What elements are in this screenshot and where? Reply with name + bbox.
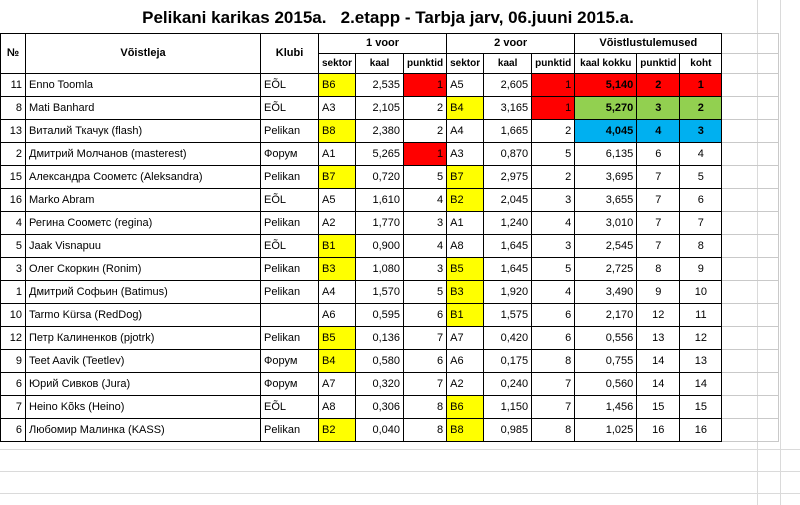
cell-weight1[interactable]: 1,570 [356,281,404,304]
cell-points1[interactable]: 8 [404,396,447,419]
cell-competitor[interactable]: Mati Banhard [26,97,261,120]
cell-competitor[interactable]: Петр Калиненков (pjotrk) [26,327,261,350]
cell-no[interactable]: 15 [1,166,26,189]
cell-club[interactable]: Pelikan [261,212,319,235]
cell-no[interactable]: 8 [1,97,26,120]
cell-no[interactable]: 10 [1,304,26,327]
cell-total-points[interactable]: 16 [637,419,680,442]
header-total-points[interactable]: punktid [637,54,680,74]
cell-weight2[interactable]: 1,920 [484,281,532,304]
cell-sector1[interactable]: B7 [319,166,356,189]
cell-sector2[interactable]: A7 [447,327,484,350]
cell-total-points[interactable]: 8 [637,258,680,281]
cell-sector2[interactable]: B4 [447,97,484,120]
cell-points2[interactable]: 1 [532,74,575,97]
cell-competitor[interactable]: Юрий Сивков (Jura) [26,373,261,396]
cell-competitor[interactable]: Tarmo Kürsa (RedDog) [26,304,261,327]
cell-points1[interactable]: 2 [404,120,447,143]
cell-place[interactable]: 5 [680,166,722,189]
header-results[interactable]: Võistlustulemused [575,34,722,54]
empty-cell[interactable] [722,350,779,373]
cell-points1[interactable]: 3 [404,258,447,281]
cell-place[interactable]: 10 [680,281,722,304]
cell-club[interactable]: Форум [261,373,319,396]
header-total-weight[interactable]: kaal kokku [575,54,637,74]
header-points2[interactable]: punktid [532,54,575,74]
table-row [1,327,779,350]
cell-weight2[interactable]: 0,420 [484,327,532,350]
cell-sector2[interactable]: B1 [447,304,484,327]
cell-points1[interactable]: 5 [404,166,447,189]
table-row [1,419,779,442]
empty-cell[interactable] [722,327,779,350]
empty-cell[interactable] [722,74,779,97]
cell-total-points[interactable]: 3 [637,97,680,120]
cell-weight1[interactable]: 0,136 [356,327,404,350]
cell-sector2[interactable]: B6 [447,396,484,419]
cell-sector2[interactable]: B7 [447,166,484,189]
cell-club[interactable]: Pelikan [261,327,319,350]
cell-club[interactable]: Pelikan [261,166,319,189]
cell-sector1[interactable]: B1 [319,235,356,258]
cell-sector2[interactable]: A3 [447,143,484,166]
cell-sector2[interactable]: A2 [447,373,484,396]
cell-points2[interactable]: 4 [532,281,575,304]
header-round1[interactable]: 1 voor [319,34,447,54]
header-no[interactable]: № [1,34,26,74]
cell-weight1[interactable]: 0,306 [356,396,404,419]
cell-place[interactable]: 1 [680,74,722,97]
cell-total-weight[interactable]: 0,755 [575,350,637,373]
cell-weight2[interactable]: 1,575 [484,304,532,327]
cell-points1[interactable]: 5 [404,281,447,304]
cell-weight2[interactable]: 2,045 [484,189,532,212]
table-row [1,304,779,327]
cell-total-weight[interactable]: 3,010 [575,212,637,235]
cell-club[interactable]: EÕL [261,97,319,120]
cell-weight2[interactable]: 1,150 [484,396,532,419]
table-row [1,120,779,143]
cell-sector2[interactable]: B8 [447,419,484,442]
cell-sector1[interactable]: B5 [319,327,356,350]
cell-sector2[interactable]: B3 [447,281,484,304]
cell-total-weight[interactable]: 3,695 [575,166,637,189]
cell-no[interactable]: 3 [1,258,26,281]
cell-club[interactable]: EÕL [261,74,319,97]
cell-place[interactable]: 9 [680,258,722,281]
cell-competitor[interactable]: Любомир Малинка (KASS) [26,419,261,442]
empty-cell[interactable] [722,258,779,281]
cell-no[interactable]: 13 [1,120,26,143]
empty-cell[interactable] [722,373,779,396]
cell-sector2[interactable]: B5 [447,258,484,281]
empty-cell[interactable] [722,304,779,327]
cell-no[interactable]: 1 [1,281,26,304]
header-place[interactable]: koht [680,54,722,74]
sheet-title: Pelikani karikas 2015a. 2.etapp - Tarbja jarv, 06.juuni 2015.a. [142,8,634,27]
empty-cell[interactable] [722,97,779,120]
cell-points2[interactable]: 7 [532,373,575,396]
cell-competitor[interactable]: Enno Toomla [26,74,261,97]
cell-sector1[interactable]: A3 [319,97,356,120]
header-weight1[interactable]: kaal [356,54,404,74]
cell-place[interactable]: 6 [680,189,722,212]
cell-club[interactable]: EÕL [261,235,319,258]
cell-weight1[interactable]: 0,720 [356,166,404,189]
cell-competitor[interactable]: Дмитрий Софьин (Batimus) [26,281,261,304]
cell-place[interactable]: 13 [680,350,722,373]
cell-total-weight[interactable]: 1,025 [575,419,637,442]
cell-weight2[interactable]: 2,605 [484,74,532,97]
cell-no[interactable]: 6 [1,373,26,396]
cell-place[interactable]: 12 [680,327,722,350]
cell-place[interactable]: 11 [680,304,722,327]
empty-cell[interactable] [722,189,779,212]
empty-cell[interactable] [722,166,779,189]
cell-sector1[interactable]: B3 [319,258,356,281]
cell-club[interactable]: Pelikan [261,281,319,304]
cell-sector2[interactable]: A1 [447,212,484,235]
table-row [1,212,779,235]
cell-total-points[interactable]: 12 [637,304,680,327]
cell-sector1[interactable]: B6 [319,74,356,97]
cell-weight1[interactable]: 1,770 [356,212,404,235]
cell-sector1[interactable]: A6 [319,304,356,327]
cell-total-weight[interactable]: 4,045 [575,120,637,143]
cell-place[interactable]: 7 [680,212,722,235]
cell-weight1[interactable]: 0,900 [356,235,404,258]
cell-sector1[interactable]: A2 [319,212,356,235]
cell-weight1[interactable]: 0,595 [356,304,404,327]
header-round2[interactable]: 2 voor [447,34,575,54]
cell-points2[interactable]: 3 [532,189,575,212]
cell-points1[interactable]: 1 [404,74,447,97]
cell-club[interactable]: Форум [261,143,319,166]
header-weight2[interactable]: kaal [484,54,532,74]
cell-total-weight[interactable]: 5,140 [575,74,637,97]
cell-competitor[interactable]: Jaak Visnapuu [26,235,261,258]
cell-weight1[interactable]: 2,380 [356,120,404,143]
cell-total-weight[interactable]: 3,490 [575,281,637,304]
cell-sector1[interactable]: A1 [319,143,356,166]
table-row [1,189,779,212]
cell-weight2[interactable]: 1,665 [484,120,532,143]
cell-total-points[interactable]: 2 [637,74,680,97]
cell-points2[interactable]: 8 [532,419,575,442]
cell-club[interactable]: EÕL [261,189,319,212]
header-row-1 [1,34,779,54]
cell-place[interactable]: 14 [680,373,722,396]
empty-cell[interactable] [722,281,779,304]
cell-points2[interactable]: 2 [532,166,575,189]
table-row [1,166,779,189]
cell-weight1[interactable]: 2,105 [356,97,404,120]
cell-place[interactable]: 4 [680,143,722,166]
cell-no[interactable]: 5 [1,235,26,258]
header-club[interactable]: Klubi [261,34,319,74]
cell-points2[interactable]: 6 [532,327,575,350]
cell-competitor[interactable]: Marko Abram [26,189,261,212]
cell-total-weight[interactable]: 1,456 [575,396,637,419]
table-row [1,97,779,120]
cell-sector1[interactable]: B4 [319,350,356,373]
empty-cell[interactable] [722,143,779,166]
cell-place[interactable]: 8 [680,235,722,258]
cell-total-points[interactable]: 14 [637,350,680,373]
cell-points1[interactable]: 7 [404,373,447,396]
table-row [1,373,779,396]
cell-sector1[interactable]: B8 [319,120,356,143]
cell-place[interactable]: 2 [680,97,722,120]
cell-weight2[interactable]: 1,240 [484,212,532,235]
cell-competitor[interactable]: Регина Соометс (regina) [26,212,261,235]
cell-weight2[interactable]: 0,870 [484,143,532,166]
cell-sector1[interactable]: A8 [319,396,356,419]
cell-no[interactable]: 4 [1,212,26,235]
header-sector2[interactable]: sektor [447,54,484,74]
cell-total-weight[interactable]: 3,655 [575,189,637,212]
cell-club[interactable] [261,304,319,327]
header-points1[interactable]: punktid [404,54,447,74]
cell-club[interactable]: Pelikan [261,120,319,143]
cell-points2[interactable]: 4 [532,212,575,235]
cell-weight1[interactable]: 0,320 [356,373,404,396]
cell-weight2[interactable]: 0,240 [484,373,532,396]
cell-no[interactable]: 2 [1,143,26,166]
cell-points2[interactable]: 5 [532,143,575,166]
cell-points2[interactable]: 7 [532,396,575,419]
cell-no[interactable]: 6 [1,419,26,442]
table-row [1,396,779,419]
cell-club[interactable]: Форум [261,350,319,373]
table-row [1,258,779,281]
table-row [1,281,779,304]
cell-sector1[interactable]: A5 [319,189,356,212]
cell-points1[interactable]: 7 [404,327,447,350]
empty-cell[interactable] [722,54,779,74]
cell-weight1[interactable]: 2,535 [356,74,404,97]
cell-points1[interactable]: 4 [404,189,447,212]
cell-total-points[interactable]: 6 [637,143,680,166]
cell-points2[interactable]: 5 [532,258,575,281]
empty-cell[interactable] [722,212,779,235]
cell-competitor[interactable]: Teet Aavik (Teetlev) [26,350,261,373]
empty-cell[interactable] [722,396,779,419]
cell-sector2[interactable]: A5 [447,74,484,97]
cell-points2[interactable]: 1 [532,97,575,120]
cell-total-points[interactable]: 7 [637,235,680,258]
cell-total-weight[interactable]: 2,725 [575,258,637,281]
table-row [1,143,779,166]
cell-weight2[interactable]: 2,975 [484,166,532,189]
cell-sector2[interactable]: B2 [447,189,484,212]
cell-competitor[interactable]: Heino Kõks (Heino) [26,396,261,419]
empty-cell[interactable] [722,235,779,258]
cell-club[interactable]: EÕL [261,396,319,419]
cell-total-points[interactable]: 9 [637,281,680,304]
cell-sector1[interactable]: B2 [319,419,356,442]
cell-no[interactable]: 12 [1,327,26,350]
cell-total-points[interactable]: 7 [637,189,680,212]
cell-sector1[interactable]: A7 [319,373,356,396]
empty-cell[interactable] [722,419,779,442]
table-row [1,350,779,373]
cell-points2[interactable]: 3 [532,235,575,258]
cell-competitor[interactable]: Олег Скоркин (Ronim) [26,258,261,281]
cell-weight1[interactable]: 0,040 [356,419,404,442]
cell-points1[interactable]: 2 [404,97,447,120]
cell-total-weight[interactable]: 0,556 [575,327,637,350]
cell-weight1[interactable]: 0,580 [356,350,404,373]
results-table [0,33,779,442]
cell-points1[interactable]: 6 [404,350,447,373]
cell-weight1[interactable]: 1,080 [356,258,404,281]
header-sector1[interactable]: sektor [319,54,356,74]
cell-total-points[interactable]: 7 [637,212,680,235]
cell-weight2[interactable]: 0,175 [484,350,532,373]
empty-cell[interactable] [722,120,779,143]
empty-cell[interactable] [722,34,779,54]
cell-sector2[interactable]: A6 [447,350,484,373]
cell-club[interactable]: Pelikan [261,419,319,442]
cell-points2[interactable]: 2 [532,120,575,143]
cell-total-points[interactable]: 14 [637,373,680,396]
cell-sector2[interactable]: A8 [447,235,484,258]
cell-sector2[interactable]: A4 [447,120,484,143]
cell-total-weight[interactable]: 6,135 [575,143,637,166]
cell-competitor[interactable]: Виталий Ткачук (flash) [26,120,261,143]
cell-sector1[interactable]: A4 [319,281,356,304]
header-competitor[interactable]: Võistleja [26,34,261,74]
cell-weight2[interactable]: 0,985 [484,419,532,442]
cell-no[interactable]: 7 [1,396,26,419]
cell-place[interactable]: 3 [680,120,722,143]
cell-weight2[interactable]: 1,645 [484,235,532,258]
table-row [1,235,779,258]
cell-no[interactable]: 9 [1,350,26,373]
cell-weight1[interactable]: 1,610 [356,189,404,212]
cell-weight2[interactable]: 1,645 [484,258,532,281]
cell-total-points[interactable]: 15 [637,396,680,419]
cell-weight2[interactable]: 3,165 [484,97,532,120]
cell-place[interactable]: 16 [680,419,722,442]
cell-points2[interactable]: 6 [532,304,575,327]
cell-competitor[interactable]: Дмитрий Молчанов (masterest) [26,143,261,166]
cell-points1[interactable]: 8 [404,419,447,442]
cell-no[interactable]: 11 [1,74,26,97]
cell-competitor[interactable]: Александра Соометс (Aleksandra) [26,166,261,189]
cell-points1[interactable]: 6 [404,304,447,327]
cell-points1[interactable]: 3 [404,212,447,235]
cell-total-points[interactable]: 7 [637,166,680,189]
cell-points1[interactable]: 4 [404,235,447,258]
cell-total-weight[interactable]: 0,560 [575,373,637,396]
cell-total-points[interactable]: 4 [637,120,680,143]
table-row [1,74,779,97]
cell-weight1[interactable]: 5,265 [356,143,404,166]
cell-no[interactable]: 16 [1,189,26,212]
cell-points1[interactable]: 1 [404,143,447,166]
cell-place[interactable]: 15 [680,396,722,419]
cell-points2[interactable]: 8 [532,350,575,373]
cell-total-points[interactable]: 13 [637,327,680,350]
cell-total-weight[interactable]: 5,270 [575,97,637,120]
cell-total-weight[interactable]: 2,170 [575,304,637,327]
cell-club[interactable]: Pelikan [261,258,319,281]
cell-total-weight[interactable]: 2,545 [575,235,637,258]
